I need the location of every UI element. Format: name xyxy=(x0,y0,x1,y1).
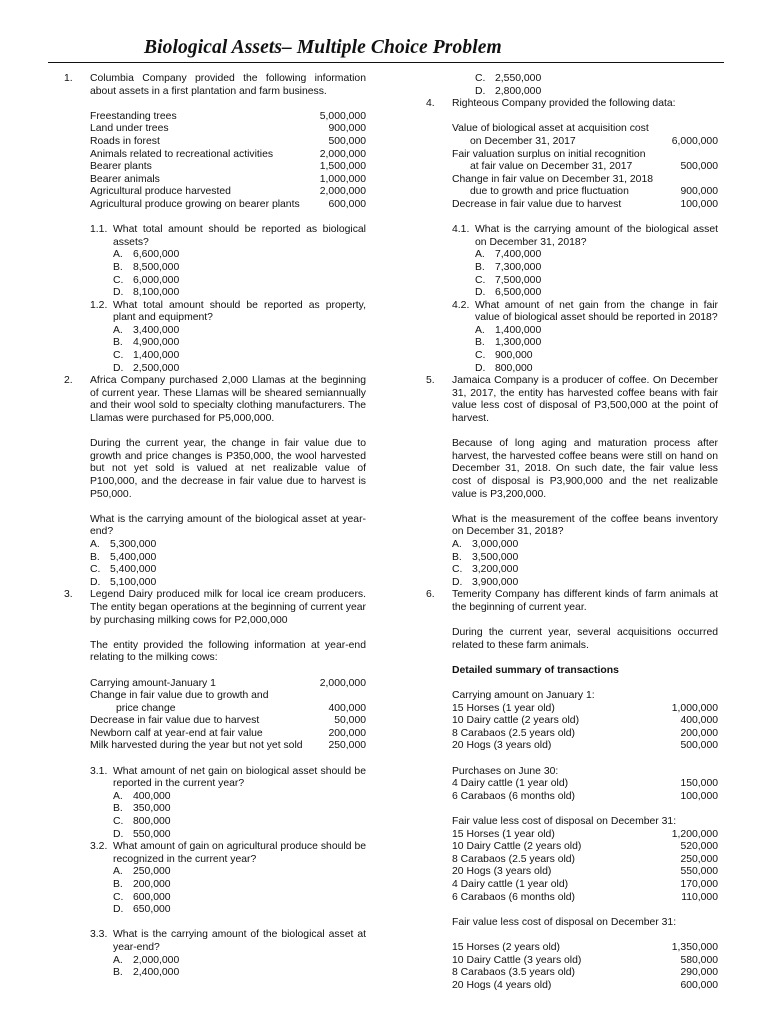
question-stem: Columbia Company provided the following information about assets in a first plantation and farm business. xyxy=(90,73,366,97)
question-5: 5. Jamaica Company is a producer of coffee. On December 31, 2017, the entity has harvested coffee beans with fair value less cost of disposal of P3,500,000 at the point of harvest. Because of long aging and maturation process after harvest, the harvested coffee beans were still on hand on December 31, 2018. On such date, the fair value less cost of disposal is P3,900,000 and the net realizable value is P3,200,000. What is the measurement of the coffee beans inventory on December 31, 2018? A. 3,000,000 B. 3,500,000 C. 3,200,000 D. 3,900,000 xyxy=(426,375,718,588)
table-row: on December 31, 2017 6,000,000 xyxy=(470,135,718,147)
option[interactable]: B. 200,000 xyxy=(113,879,171,890)
option[interactable]: A. 250,000 xyxy=(113,866,171,878)
option[interactable]: C. 7,500,000 xyxy=(475,274,542,286)
option[interactable]: C. 600,000 xyxy=(113,891,171,903)
table-row: 20 Hogs (3 years old) 550,000 xyxy=(452,866,718,878)
option[interactable]: B. 8,500,000 xyxy=(113,261,180,273)
table-row: Decrease in fair value due to harvest 50,000 xyxy=(90,715,366,727)
option[interactable]: D. 5,100,000 xyxy=(90,576,157,588)
table-row: 15 Horses (1 year old) 1,200,000 xyxy=(452,828,718,840)
table-row: 4 Dairy cattle (1 year old) 170,000 xyxy=(452,879,718,890)
question-number: 6. xyxy=(426,589,435,601)
question-4: 4. Righteous Company provided the following data: Value of biological asset at acquisition cost on December 31, 2017 6,000,000 Fair valuation surplus on initial recognition at fair value on December 31, 2017 500,000 Change in fair value on December 31, 2018 due to growth and price fluctuation 900,000 Decrease in fair value due to harvest 100,000 4.1. What is the carrying amount of the biological asset on December 31, 2018? A. 7,400,000 B. 7,300,000 C. 7,500,000 D. 6,500,000 4.2. What amount of net gain from the change in fair value of biological asset should be reported in 2018? A. 1,400,000 B. 1,300,000 C. 900,000 D. 800,000 xyxy=(426,98,718,374)
table-row: due to growth and price fluctuation 900,000 xyxy=(470,186,718,198)
option[interactable]: B. 1,300,000 xyxy=(475,337,542,349)
table-row: Bearer animals 1,000,000 xyxy=(90,173,366,185)
option[interactable]: A. 400,000 xyxy=(113,790,171,802)
question-6: 6. Temerity Company has different kinds of farm animals at the beginning of current year. During the current year, several acquisitions occurred related to these farm animals. Detailed summary of transactions Carrying amount on January 1: 15 Horses (1 year old) 1,000,000 10 Dairy cattle (2 years old) 400,000 8 Carabaos (2.5 years old) 200,000 20 Hogs (3 years old) 500,000 Purchases on June 30: 4 Dairy cattle (1 year old) 150,000 6 Carabaos (6 months old) 100,000 Fair value less cost of disposal on December 31: 15 Horses (1 year old) 1,200,000 10 Dairy Cattle (2 years old) 520,000 8 Carabaos (2.5 years old) 250,000 20 Hogs (3 years old) 550,000 4 Dairy cattle (1 year old) 170,000 6 Carabaos (6 months old) 110,000 Fair value less cost of disposal on December 31: 15 Horses (2 years old) 1,350,000 10 Dairy Cattle (3 years old) 580,000 8 Carabaos (3.5 years old) 290,000 20 Hogs (4 years old) 600,000 xyxy=(426,589,718,991)
table-row: Agricultural produce harvested 2,000,000 xyxy=(90,186,366,198)
right-column xyxy=(426,73,718,992)
question-number: 3. xyxy=(64,589,73,601)
subquestion-3-1: 3.1. What amount of net gain on biological asset should be reported in the current year? A. 400,000 B. 350,000 C. 800,000 D. 550,000 xyxy=(90,765,366,840)
option[interactable]: C. 5,400,000 xyxy=(90,564,157,576)
table-row: 10 Dairy Cattle (2 years old) 520,000 xyxy=(452,841,718,853)
option[interactable]: D. 550,000 xyxy=(113,828,171,840)
table-row: 8 Carabaos (3.5 years old) 290,000 xyxy=(452,967,718,979)
table-row: 8 Carabaos (2.5 years old) 250,000 xyxy=(452,853,718,865)
question-1 xyxy=(64,73,366,375)
option[interactable]: D. 800,000 xyxy=(475,362,533,374)
option[interactable]: A. 6,600,000 xyxy=(113,249,180,261)
subquestion-4-1: 4.1. What is the carrying amount of the biological asset on December 31, 2018? A. 7,400,000 B. 7,300,000 C. 7,500,000 D. 6,500,000 xyxy=(452,224,718,299)
question-3-continued xyxy=(426,73,718,98)
table-row: Change in fair value on December 31, 2018 xyxy=(452,173,654,185)
table-row: 6 Carabaos (6 months old) 100,000 xyxy=(452,790,718,802)
option[interactable]: C. 900,000 xyxy=(475,350,533,362)
option[interactable]: B. 2,400,000 xyxy=(113,967,180,979)
table-row: Agricultural produce growing on bearer plants 600,000 xyxy=(90,198,366,210)
table-row: price change 400,000 xyxy=(116,702,366,714)
option[interactable]: D. 650,000 xyxy=(113,904,171,916)
milking-cows-table xyxy=(90,678,366,754)
section-heading: Detailed summary of transactions xyxy=(452,664,619,676)
option[interactable]: B. 4,900,000 xyxy=(113,337,180,349)
table-row: Land under trees 900,000 xyxy=(90,123,366,135)
option[interactable]: B. 3,500,000 xyxy=(452,551,519,563)
table-row: Carrying amount-January 1 2,000,000 xyxy=(90,677,366,689)
question-number: 2. xyxy=(64,375,73,387)
table-row: Animals related to recreational activities 2,000,000 xyxy=(90,148,366,160)
table-row: Newborn calf at year-end at fair value 200,000 xyxy=(90,727,366,739)
table-row: Change in fair value due to growth and xyxy=(90,690,269,702)
title-underline xyxy=(48,62,724,63)
question-2: 2. Africa Company purchased 2,000 Llamas at the beginning of current year. These Llamas will be sheared semiannually and their wool sold to specialty clothing manufacturers. The Llamas were purchased for P5,000,000. During the current year, the change in fair value due to growth and price changes is P350,000, the wool harvested but not yet sold is valued at net realizable value of P100,000, and the decrease in fair value due to harvest is P50,000. What is the carrying amount of the biological asset at year-end? A. 5,300,000 B. 5,400,000 C. 5,400,000 D. 5,100,000 xyxy=(64,375,366,588)
table-row: Milk harvested during the year but not yet sold 250,000 xyxy=(90,740,366,752)
subquestion-1-1: 1.1. What total amount should be reported as biological assets? A. 6,600,000 B. 8,500,000 C. 6,000,000 D. 8,100,000 xyxy=(90,224,366,299)
option[interactable]: A. 5,300,000 xyxy=(90,538,157,550)
option[interactable]: A. 2,000,000 xyxy=(113,954,180,966)
question-number: 1. xyxy=(64,73,73,84)
table-row: 15 Horses (1 year old) 1,000,000 xyxy=(452,702,718,714)
table-row: 4 Dairy cattle (1 year old) 150,000 xyxy=(452,778,718,790)
table-row: Decrease in fair value due to harvest 100,000 xyxy=(452,198,718,210)
left-column xyxy=(64,73,366,980)
option[interactable]: C. 3,200,000 xyxy=(452,564,519,576)
option[interactable]: B. 350,000 xyxy=(113,803,171,815)
option[interactable]: C. 6,000,000 xyxy=(113,274,180,286)
question-number: 4. xyxy=(426,98,435,110)
question-number: 5. xyxy=(426,375,435,387)
table-row: Bearer plants 1,500,000 xyxy=(90,161,366,173)
option[interactable]: D. 3,900,000 xyxy=(452,576,519,588)
table-row: 8 Carabaos (2.5 years old) 200,000 xyxy=(452,727,718,739)
table-row: Fair valuation surplus on initial recognition xyxy=(452,148,646,160)
table-row: 6 Carabaos (6 months old) 110,000 xyxy=(452,891,718,903)
option[interactable]: A. 7,400,000 xyxy=(475,249,542,261)
table-row: 10 Dairy Cattle (3 years old) 580,000 xyxy=(452,954,718,966)
table-row: 20 Hogs (3 years old) 500,000 xyxy=(452,740,718,752)
table-row: 20 Hogs (4 years old) 600,000 xyxy=(452,979,718,991)
question-3: 3. Legend Dairy produced milk for local ice cream producers. The entity began operations at the beginning of current year by purchasing milking cows for P2,000,000 The entity provided the following information at year-end relating to the milking cows: Carrying amount-January 1 2,000,000 Change in fair value due to growth and price change 400,000 Decrease in fair value due to harvest 50,000 Newborn calf at year-end at fair value 200,000 Milk harvested during the year but not yet sold 250,000 3.1. What amount of net gain on biological asset should be reported in the current year? A. 400,000 B. 350,000 C. 800,000 D. 550,000 3.2. What amount of gain on agricultural produce should be recognized in the current year? A. 250,000 B. 200,000 C. 600,000 D. 650,000 3.3. What is the carrying amount of the biological asset at year-end? A. 2,000,000 B. 2,400,000 xyxy=(64,589,366,979)
table-row: Value of biological asset at acquisition cost xyxy=(452,123,649,135)
option[interactable]: C. 2,550,000 xyxy=(475,73,542,84)
option[interactable]: A. 3,000,000 xyxy=(452,538,519,550)
asset-table xyxy=(90,111,366,212)
subquestion-3-2: 3.2. What amount of gain on agricultural produce should be recognized in the current year? A. 250,000 B. 200,000 C. 600,000 D. 650,000 xyxy=(90,841,366,916)
biological-asset-table xyxy=(452,123,718,211)
option[interactable]: C. 1,400,000 xyxy=(113,350,180,362)
subquestion-4-2: 4.2. What amount of net gain from the change in fair value of biological asset should be reported in 2018? A. 1,400,000 B. 1,300,000 C. 900,000 D. 800,000 xyxy=(452,299,718,374)
option[interactable]: B. 7,300,000 xyxy=(475,261,542,273)
option[interactable]: D. 2,500,000 xyxy=(113,362,180,374)
option[interactable]: C. 800,000 xyxy=(113,816,171,828)
option[interactable]: D. 2,800,000 xyxy=(475,85,542,97)
table-row: Freestanding trees 5,000,000 xyxy=(90,110,366,122)
option[interactable]: D. 6,500,000 xyxy=(475,287,542,299)
table-row: 10 Dairy cattle (2 years old) 400,000 xyxy=(452,715,718,727)
page-title: Biological Assets– Multiple Choice Problem xyxy=(144,37,502,58)
table-row: 15 Horses (2 years old) 1,350,000 xyxy=(452,941,718,953)
table-row: at fair value on December 31, 2017 500,000 xyxy=(470,161,718,173)
option[interactable]: A. 1,400,000 xyxy=(475,324,542,336)
subquestion-3-3: 3.3. What is the carrying amount of the biological asset at year-end? A. 2,000,000 B. 2,400,000 xyxy=(90,929,366,979)
option[interactable]: A. 3,400,000 xyxy=(113,324,180,336)
option[interactable]: D. 8,100,000 xyxy=(113,287,180,299)
option[interactable]: B. 5,400,000 xyxy=(90,551,157,563)
subquestion-1-2: 1.2. What total amount should be reported as property, plant and equipment? A. 3,400,000 B. 4,900,000 C. 1,400,000 D. 2,500,000 xyxy=(90,299,366,374)
table-row: Roads in forest 500,000 xyxy=(90,135,366,147)
